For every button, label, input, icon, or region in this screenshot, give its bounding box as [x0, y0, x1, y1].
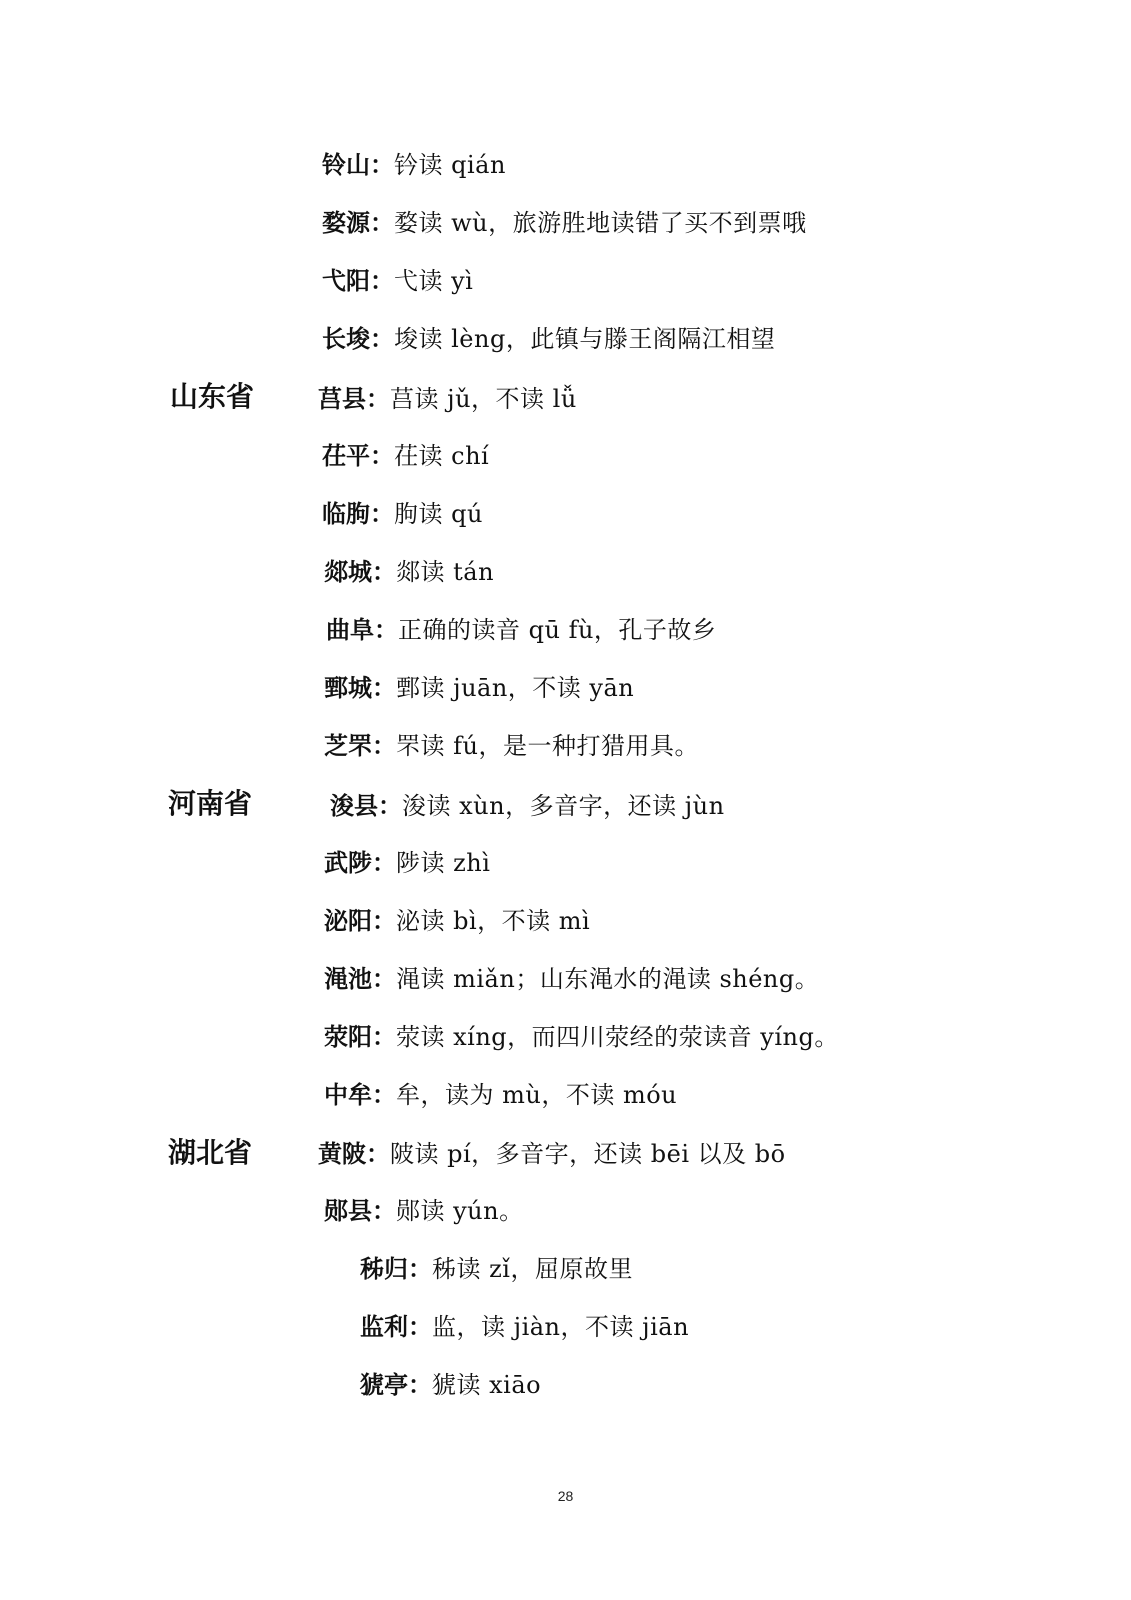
place-name: 黄陂	[318, 1140, 366, 1168]
place-name: 郯城	[324, 558, 372, 586]
place-name: 荥阳	[324, 1023, 372, 1051]
place-name: 莒县	[318, 385, 366, 413]
entry-biyang	[324, 906, 590, 936]
place-name: 长埈	[322, 325, 370, 353]
entry-linqu	[322, 499, 483, 529]
entry-qufu	[326, 615, 716, 645]
colon: ：	[374, 616, 398, 644]
colon: ：	[372, 849, 396, 877]
pronunciation-note: 渑读 miǎn；山东渑水的渑读 shéng。	[396, 965, 820, 993]
place-name: 铃山	[322, 151, 370, 179]
place-name: 渑池	[324, 965, 372, 993]
pronunciation-note: 郧读 yún。	[396, 1197, 524, 1225]
entry-jianli	[360, 1312, 689, 1342]
pronunciation-note: 郯读 tán	[396, 558, 495, 586]
colon: ：	[370, 325, 394, 353]
entry-yiyang	[322, 266, 473, 296]
entry-xiaoting	[360, 1370, 541, 1400]
place-name: 弋阳	[322, 267, 370, 295]
colon: ：	[372, 1081, 396, 1109]
pronunciation-note: 浚读 xùn，多音字，还读 jùn	[402, 792, 725, 820]
entry-zhifu	[324, 731, 699, 761]
place-name: 鄄城	[324, 674, 372, 702]
pronunciation-note: 鄄读 juān，不读 yān	[396, 674, 635, 702]
place-name: 浚县	[330, 792, 378, 820]
entry-wuyuan	[322, 208, 807, 238]
pronunciation-note: 朐读 qú	[394, 500, 483, 528]
colon: ：	[408, 1313, 432, 1341]
colon: ：	[372, 907, 396, 935]
entry-tancheng	[324, 557, 494, 587]
place-name: 芝罘	[324, 732, 372, 760]
entry-changleng	[322, 324, 775, 354]
entry-wuzhi	[324, 848, 490, 878]
colon: ：	[370, 442, 394, 470]
colon: ：	[372, 558, 396, 586]
entry-huangpi	[318, 1139, 786, 1169]
entry-zhongmu	[324, 1080, 677, 1110]
entry-xingyang	[324, 1022, 839, 1052]
pronunciation-note: 弋读 yì	[394, 267, 474, 295]
colon: ：	[370, 151, 394, 179]
colon: ：	[372, 1023, 396, 1051]
pronunciation-note: 埈读 lèng，此镇与滕王阁隔江相望	[394, 325, 776, 353]
pronunciation-note: 秭读 zǐ，屈原故里	[432, 1255, 633, 1283]
place-name: 茌平	[322, 442, 370, 470]
pronunciation-note: 监，读 jiàn，不读 jiān	[432, 1313, 690, 1341]
entry-xunxian	[330, 791, 725, 821]
pronunciation-note: 婺读 wù，旅游胜地读错了买不到票哦	[394, 209, 807, 237]
colon: ：	[370, 500, 394, 528]
colon: ：	[408, 1371, 432, 1399]
place-name: 猇亭	[360, 1371, 408, 1399]
colon: ：	[370, 209, 394, 237]
pronunciation-note: 正确的读音 qū fù，孔子故乡	[398, 616, 717, 644]
entry-zigui	[360, 1254, 633, 1284]
entry-lingshan	[322, 150, 506, 180]
place-name: 武陟	[324, 849, 372, 877]
province-heading: 河南省	[168, 787, 253, 820]
place-name: 临朐	[322, 500, 370, 528]
colon: ：	[372, 1197, 396, 1225]
pronunciation-note: 牟，读为 mù，不读 móu	[396, 1081, 678, 1109]
page-number: 28	[557, 1488, 574, 1504]
pronunciation-note: 罘读 fú，是一种打猎用具。	[396, 732, 699, 760]
pronunciation-note: 泌读 bì，不读 mì	[396, 907, 591, 935]
entry-juancheng	[324, 673, 634, 703]
colon: ：	[370, 267, 394, 295]
colon: ：	[378, 792, 402, 820]
place-name: 婺源	[322, 209, 370, 237]
pronunciation-note: 钤读 qián	[394, 151, 506, 179]
pronunciation-note: 茌读 chí	[394, 442, 490, 470]
colon: ：	[408, 1255, 432, 1283]
pronunciation-note: 荥读 xíng，而四川荥经的荥读音 yíng。	[396, 1023, 839, 1051]
place-name: 监利	[360, 1313, 408, 1341]
colon: ：	[366, 385, 390, 413]
place-name: 中牟	[324, 1081, 372, 1109]
pronunciation-note: 陂读 pí，多音字，还读 bēi 以及 bō	[390, 1140, 786, 1168]
pronunciation-note: 陟读 zhì	[396, 849, 491, 877]
place-name: 泌阳	[324, 907, 372, 935]
place-name: 郧县	[324, 1197, 372, 1225]
pronunciation-note: 猇读 xiāo	[432, 1371, 542, 1399]
province-heading: 山东省	[170, 380, 255, 413]
entry-mianchi	[324, 964, 819, 994]
entry-juxian	[318, 384, 577, 414]
province-heading: 湖北省	[168, 1136, 253, 1169]
colon: ：	[372, 732, 396, 760]
place-name: 曲阜	[326, 616, 374, 644]
entry-chiping	[322, 441, 489, 471]
colon: ：	[366, 1140, 390, 1168]
pronunciation-note: 莒读 jǔ，不读 lǚ	[390, 385, 577, 413]
colon: ：	[372, 965, 396, 993]
entry-yunxian	[324, 1196, 524, 1226]
place-name: 秭归	[360, 1255, 408, 1283]
colon: ：	[372, 674, 396, 702]
